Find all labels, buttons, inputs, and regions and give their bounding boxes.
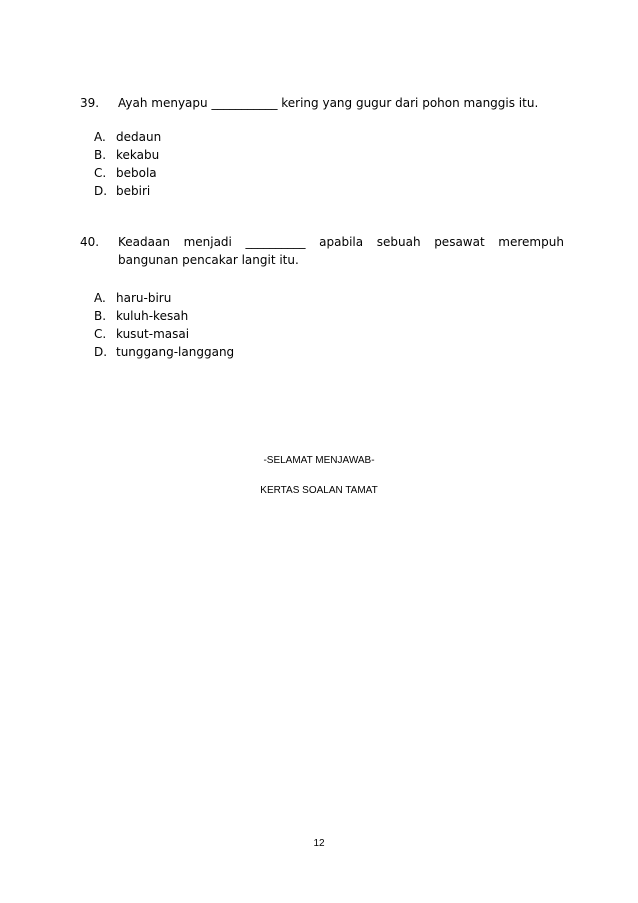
- option-a: [94, 289, 234, 307]
- question-stem-line-2: bangunan pencakar langit itu.: [118, 253, 299, 267]
- stem-word: menjadi: [183, 235, 232, 249]
- closing-end-of-paper: KERTAS SOALAN TAMAT: [260, 485, 378, 496]
- stem-word: sebuah: [376, 235, 421, 249]
- question-number: 39.: [80, 96, 100, 110]
- option-text: dedaun: [116, 130, 162, 144]
- option-letter: D.: [94, 345, 108, 359]
- option-b: [94, 146, 161, 164]
- option-letter: C.: [94, 166, 107, 180]
- question-stem: [118, 233, 564, 269]
- options-list-39: [94, 128, 161, 200]
- options-list-40: [94, 289, 234, 361]
- option-letter: A.: [94, 130, 106, 144]
- option-d: [94, 343, 234, 361]
- option-a: [94, 128, 161, 146]
- option-c: [94, 325, 234, 343]
- page-number: 12: [313, 838, 325, 849]
- option-b: [94, 307, 234, 325]
- option-letter: D.: [94, 184, 108, 198]
- option-letter: A.: [94, 291, 106, 305]
- option-text: haru-biru: [116, 291, 172, 305]
- option-text: bebiri: [116, 184, 151, 198]
- option-text: kekabu: [116, 148, 160, 162]
- option-letter: B.: [94, 309, 107, 323]
- stem-blank: __________: [245, 235, 306, 249]
- option-letter: B.: [94, 148, 107, 162]
- stem-word: merempuh: [498, 235, 564, 249]
- question-number: 40.: [80, 235, 100, 249]
- option-text: kusut-masai: [116, 327, 190, 341]
- stem-word: apabila: [319, 235, 364, 249]
- option-text: bebola: [116, 166, 157, 180]
- question-stem-line-1: [118, 233, 564, 251]
- question-40: [80, 233, 564, 269]
- option-text: tunggang-langgang: [116, 345, 235, 359]
- option-d: [94, 182, 161, 200]
- closing-good-luck: -SELAMAT MENJAWAB-: [263, 455, 375, 466]
- question-39: [80, 94, 564, 112]
- option-text: kuluh-kesah: [116, 309, 189, 323]
- option-letter: C.: [94, 327, 107, 341]
- stem-word: Keadaan: [118, 235, 170, 249]
- option-c: [94, 164, 161, 182]
- question-stem: Ayah menyapu ___________ kering yang gugur dari pohon manggis itu.: [118, 96, 539, 110]
- stem-word: pesawat: [434, 235, 485, 249]
